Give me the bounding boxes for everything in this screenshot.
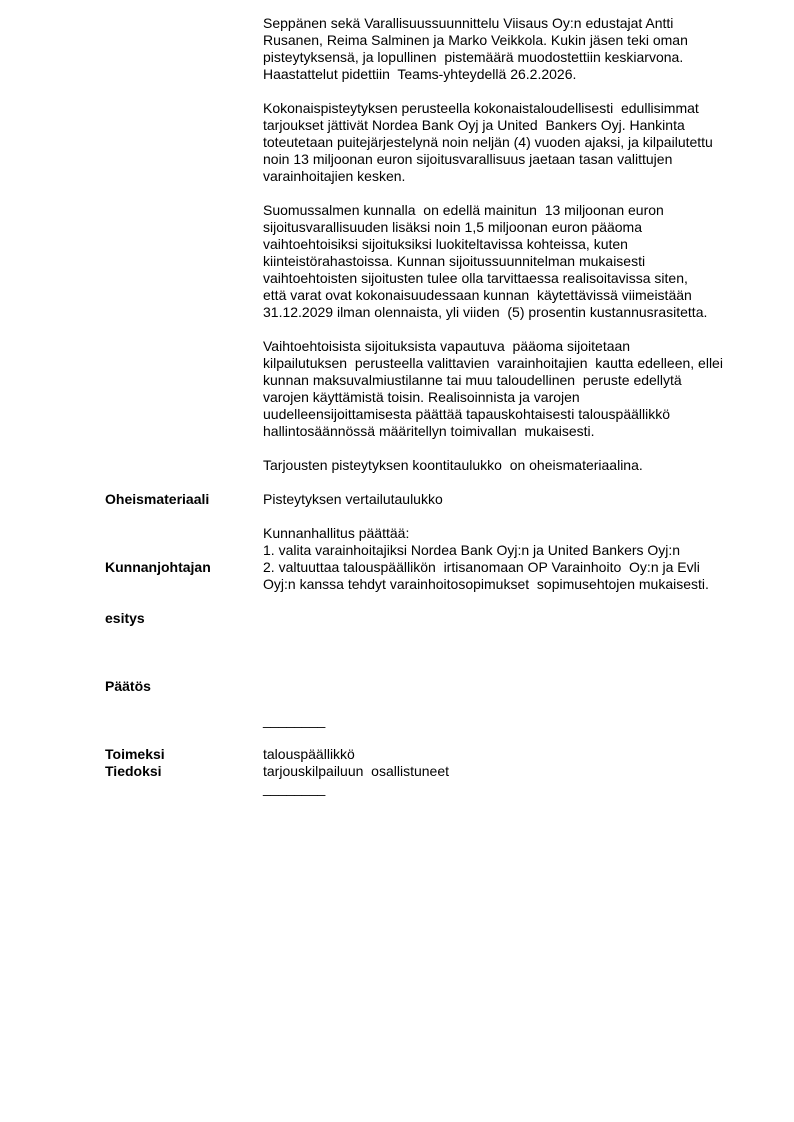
document-content [105,15,765,797]
text-line: 31.12.2029 ilman olennaista, yli viiden (5) prosentin kustannusrasitetta. [263,304,708,320]
text-line: kilpailutuksen perusteella valittavien varainhoitajien kautta edelleen, ellei [263,355,723,371]
text-line: noin 13 miljoonan euron sijoitusvarallisuus jaetaan tasan valittujen [263,151,673,167]
signature-line-1: ________ [263,712,326,728]
text-line: Vaihtoehtoisista sijoituksista vapautuva pääoma sijoitetaan [263,338,631,354]
text-line: 2. valtuuttaa talouspäällikön irtisanomaan OP Varainhoito Oy:n ja Evli [263,559,700,575]
paragraph-alternative-investments [263,202,765,321]
text-line: pisteytyksensä, ja lopullinen pistemäärä muodostettiin keskiarvona. [263,49,684,65]
text-line: että varat ovat kokonaisuudessaan kunnan käytettävissä viimeistään [263,287,692,303]
notice-value: tarjouskilpailuun osallistuneet [263,763,449,779]
text-line: Oyj:n kanssa tehdyt varainhoitosopimukset sopimusehtojen mukaisesti. [263,576,709,592]
distribution-section [105,746,765,797]
text-line: tarjoukset jättivät Nordea Bank Oyj ja United Bankers Oyj. Hankinta [263,117,685,133]
attachment-label: Oheismateriaali [105,491,210,507]
notice-row [105,763,765,780]
text-line: Rusanen, Reima Salminen ja Marko Veikkola. Kukin jäsen teki oman [263,32,688,48]
paragraph-scoring-panel [263,15,765,83]
text-line: Seppänen sekä Varallisuussuunnittelu Viisaus Oy:n edustajat Antti [263,15,674,31]
text-line: Haastattelut pidettiin Teams-yhteydellä 26.2.2026. [263,66,577,82]
signature-line-2-wrap [263,780,765,797]
text-line: varojen käyttämistä toisin. Realisoinnista ja varojen [263,389,580,405]
proposal-label-line-2: esitys [105,610,145,626]
text-line: Suomussalmen kunnalla on edellä mainitun 13 miljoonan euron [263,202,664,218]
text-line: toteutetaan puitejärjestelynä noin neljän (4) vuoden ajaksi, ja kilpailutettu [263,134,713,150]
text-line: kiinteistörahastoissa. Kunnan sijoitussuunnitelman mukaisesti [263,253,646,269]
notice-label: Tiedoksi [105,763,162,779]
signature-line-2: ________ [263,780,326,796]
decision-row [105,678,765,695]
attachment-value: Pisteytyksen vertailutaulukko [263,491,443,507]
text-line: varainhoitajien kesken. [263,168,406,184]
text-line: sijoitusvarallisuuden lisäksi noin 1,5 miljoonan euron pääoma [263,219,642,235]
text-line: Kokonaispisteytyksen perusteella kokonaistaloudellisesti edullisimmat [263,100,699,116]
text-line: 1. valita varainhoitajiksi Nordea Bank Oyj:n ja United Bankers Oyj:n [263,542,681,558]
text-line: vaihtoehtoisiksi sijoituksiksi luokiteltavissa kohteissa, kuten [263,236,628,252]
execution-label: Toimeksi [105,746,165,762]
text-line: kunnan maksuvalmiustilanne tai muu taloudellinen peruste edellytä [263,372,682,388]
proposal-label [105,525,263,661]
paragraph-attachment-note [263,457,765,474]
proposal-row [105,525,765,661]
attachment-row [105,491,765,508]
text-line: vaihtoehtoisten sijoitusten tulee olla tarvittaessa realisoitavissa siten, [263,270,688,286]
text-line: Tarjousten pisteytyksen koontitaulukko on oheismateriaalina. [263,457,643,473]
text-line: uudelleensijoittamisesta päättää tapauskohtaisesti talouspäällikkö [263,406,671,422]
text-line: Kunnanhallitus päättää: [263,525,410,541]
paragraph-winning-bids [263,100,765,185]
execution-value: talouspäällikkö [263,746,355,762]
decision-label: Päätös [105,678,151,694]
execution-row [105,746,765,763]
proposal-text [263,525,709,661]
text-line: hallintosäännössä määritellyn toimivallan mukaisesti. [263,423,595,439]
proposal-label-line-1: Kunnanjohtajan [105,559,211,575]
paragraph-released-capital [263,338,765,440]
signature-line-1-wrap [263,712,765,729]
